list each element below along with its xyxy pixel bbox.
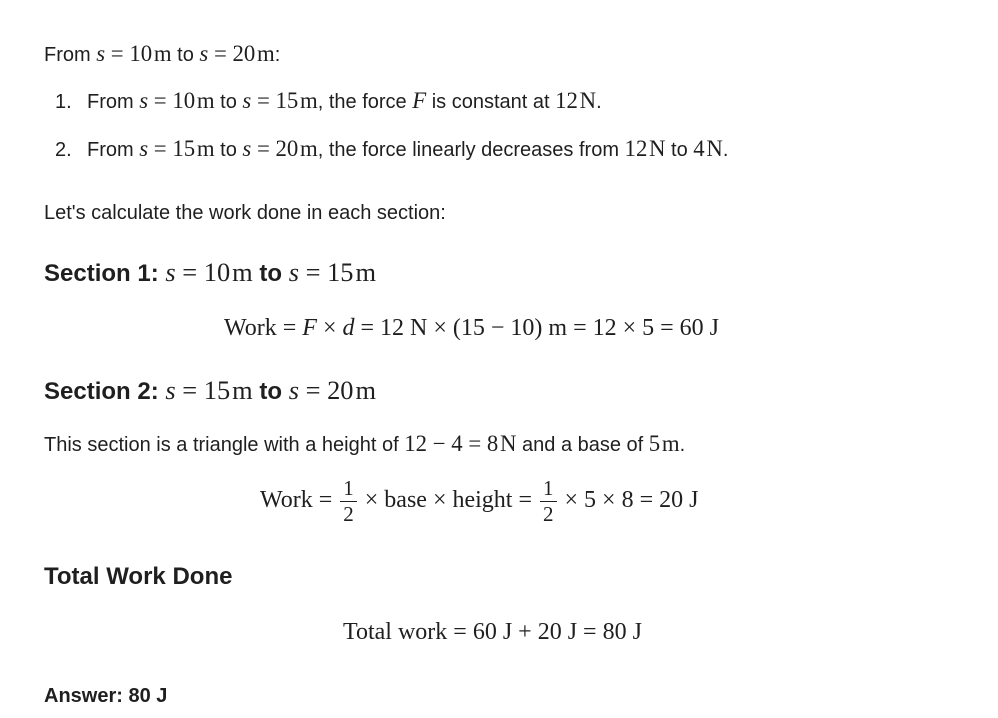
fraction-half: $\frac{1}{2}$ — [340, 478, 357, 525]
intro-from: From — [44, 44, 91, 66]
section-2-heading: Section 2: s = 15 m to s = 20 m — [44, 375, 376, 405]
list-number: 1. — [55, 91, 72, 113]
var-s: s — [96, 41, 106, 66]
section-2-description: This section is a triangle with a height of 12 − 4 = 8 N and a base of 5 m. — [44, 431, 686, 456]
section-1-heading: Section 1: s = 10 m to s = 15 m — [44, 257, 376, 287]
list-item: 2. From s = 15 m to s = 20 m, the force linearly decreases from 12 N to 4 N. — [55, 136, 729, 161]
list-item: 1. From s = 10 m to s = 15 m, the force F is constant at 12 N. — [55, 88, 602, 113]
fraction-half: $\frac{1}{2}$ — [540, 478, 557, 525]
total-equation: Total work = 60 J + 20 J = 80 J — [343, 619, 642, 645]
total-heading: Total Work Done — [44, 563, 233, 590]
section-2-equation: Work = $\frac{1}{2}$ × base × height = $\frac{1}{2}$ × 5 × 8 = 20 J — [260, 476, 699, 526]
list-number: 2. — [55, 139, 72, 161]
intro-line: From s = 10 m to s = 20 m: — [44, 41, 281, 66]
answer: Answer: 80 J — [44, 685, 168, 707]
calc-intro: Let's calculate the work done in each section: — [44, 202, 446, 224]
section-1-equation: Work = F × d = 12 N × (15 − 10) m = 12 × 5 = 60 J — [224, 315, 720, 341]
